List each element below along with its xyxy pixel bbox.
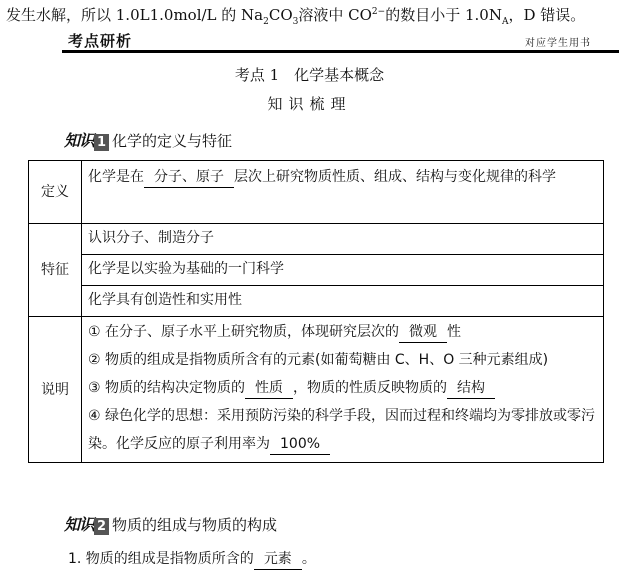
row-label-features: 特征 [29,224,82,317]
fill-blank: 性质 [245,378,293,399]
topic-subtitle: 知识梳理 [267,95,352,113]
table-row-definition [29,161,604,224]
row-label-notes: 说明 [29,317,82,463]
fill-blank: 分子、原子 [144,167,234,188]
note-2: ② 物质的组成是指物质所含有的元素(如葡萄糖由 C、H、O 三种元素组成) [88,352,549,368]
knowledge-title: 化学的定义与特征 [112,132,233,150]
fill-blank: 微观 [399,322,447,343]
feature-item: 化学是以实验为基础的一门科学 [82,255,604,286]
topic-title: 考点 1 化学基本概念 [234,66,385,84]
chemistry-definition-table [28,160,604,463]
intro-sentence: 发生水解，所以 1.0L1.0mol/L 的 $Na_2CO_3$溶液中 $CO^{2-}$的数目小于 $1.0N_A$，D 错误。 [6,6,586,27]
note-4: ④ 绿色化学的思想：采用预防污染的科学手段，因而过程和终端均为零排放或零污染。化学反应的原子利用率为 100% [88,402,597,458]
section-band-rule [62,50,619,53]
table-row-feature [29,286,604,317]
section-band-note: 对应学生用书 [525,38,591,49]
knowledge-title: 物质的组成与物质的构成 [112,516,278,534]
row-label-definition: 定义 [29,161,82,224]
knowledge-number-badge: 1 [94,134,109,151]
knowledge-keyword: 知识 [64,131,95,150]
table-row-feature [29,224,604,255]
table-row-feature [29,255,604,286]
knowledge-number-badge: 2 [94,518,109,535]
section-band-title: 考点研析 [68,32,133,50]
fill-blank: 100% [270,434,330,455]
feature-item: 认识分子、制造分子 [82,224,604,255]
knowledge-point-1-heading [64,128,232,151]
knowledge-keyword: 知识 [64,515,95,534]
feature-item: 化学具有创造性和实用性 [82,286,604,317]
fill-blank: 结构 [447,378,495,399]
note-3: ③ 物质的结构决定物质的 性质 ，物质的性质反映物质的 结构 [88,374,597,402]
knowledge-point-2-heading [64,512,277,535]
notes-cell [82,317,604,463]
table-row-notes [29,317,604,463]
fill-blank: 元素 [254,549,302,570]
composition-statement: 1. 物质的组成是指物质所含的 元素 。 [68,548,316,570]
note-1: ① 在分子、原子水平上研究物质，体现研究层次的 微观 性 [88,318,597,346]
definition-cell: 化学是在 分子、原子 层次上研究物质性质、组成、结构与变化规律的科学 [82,161,604,224]
